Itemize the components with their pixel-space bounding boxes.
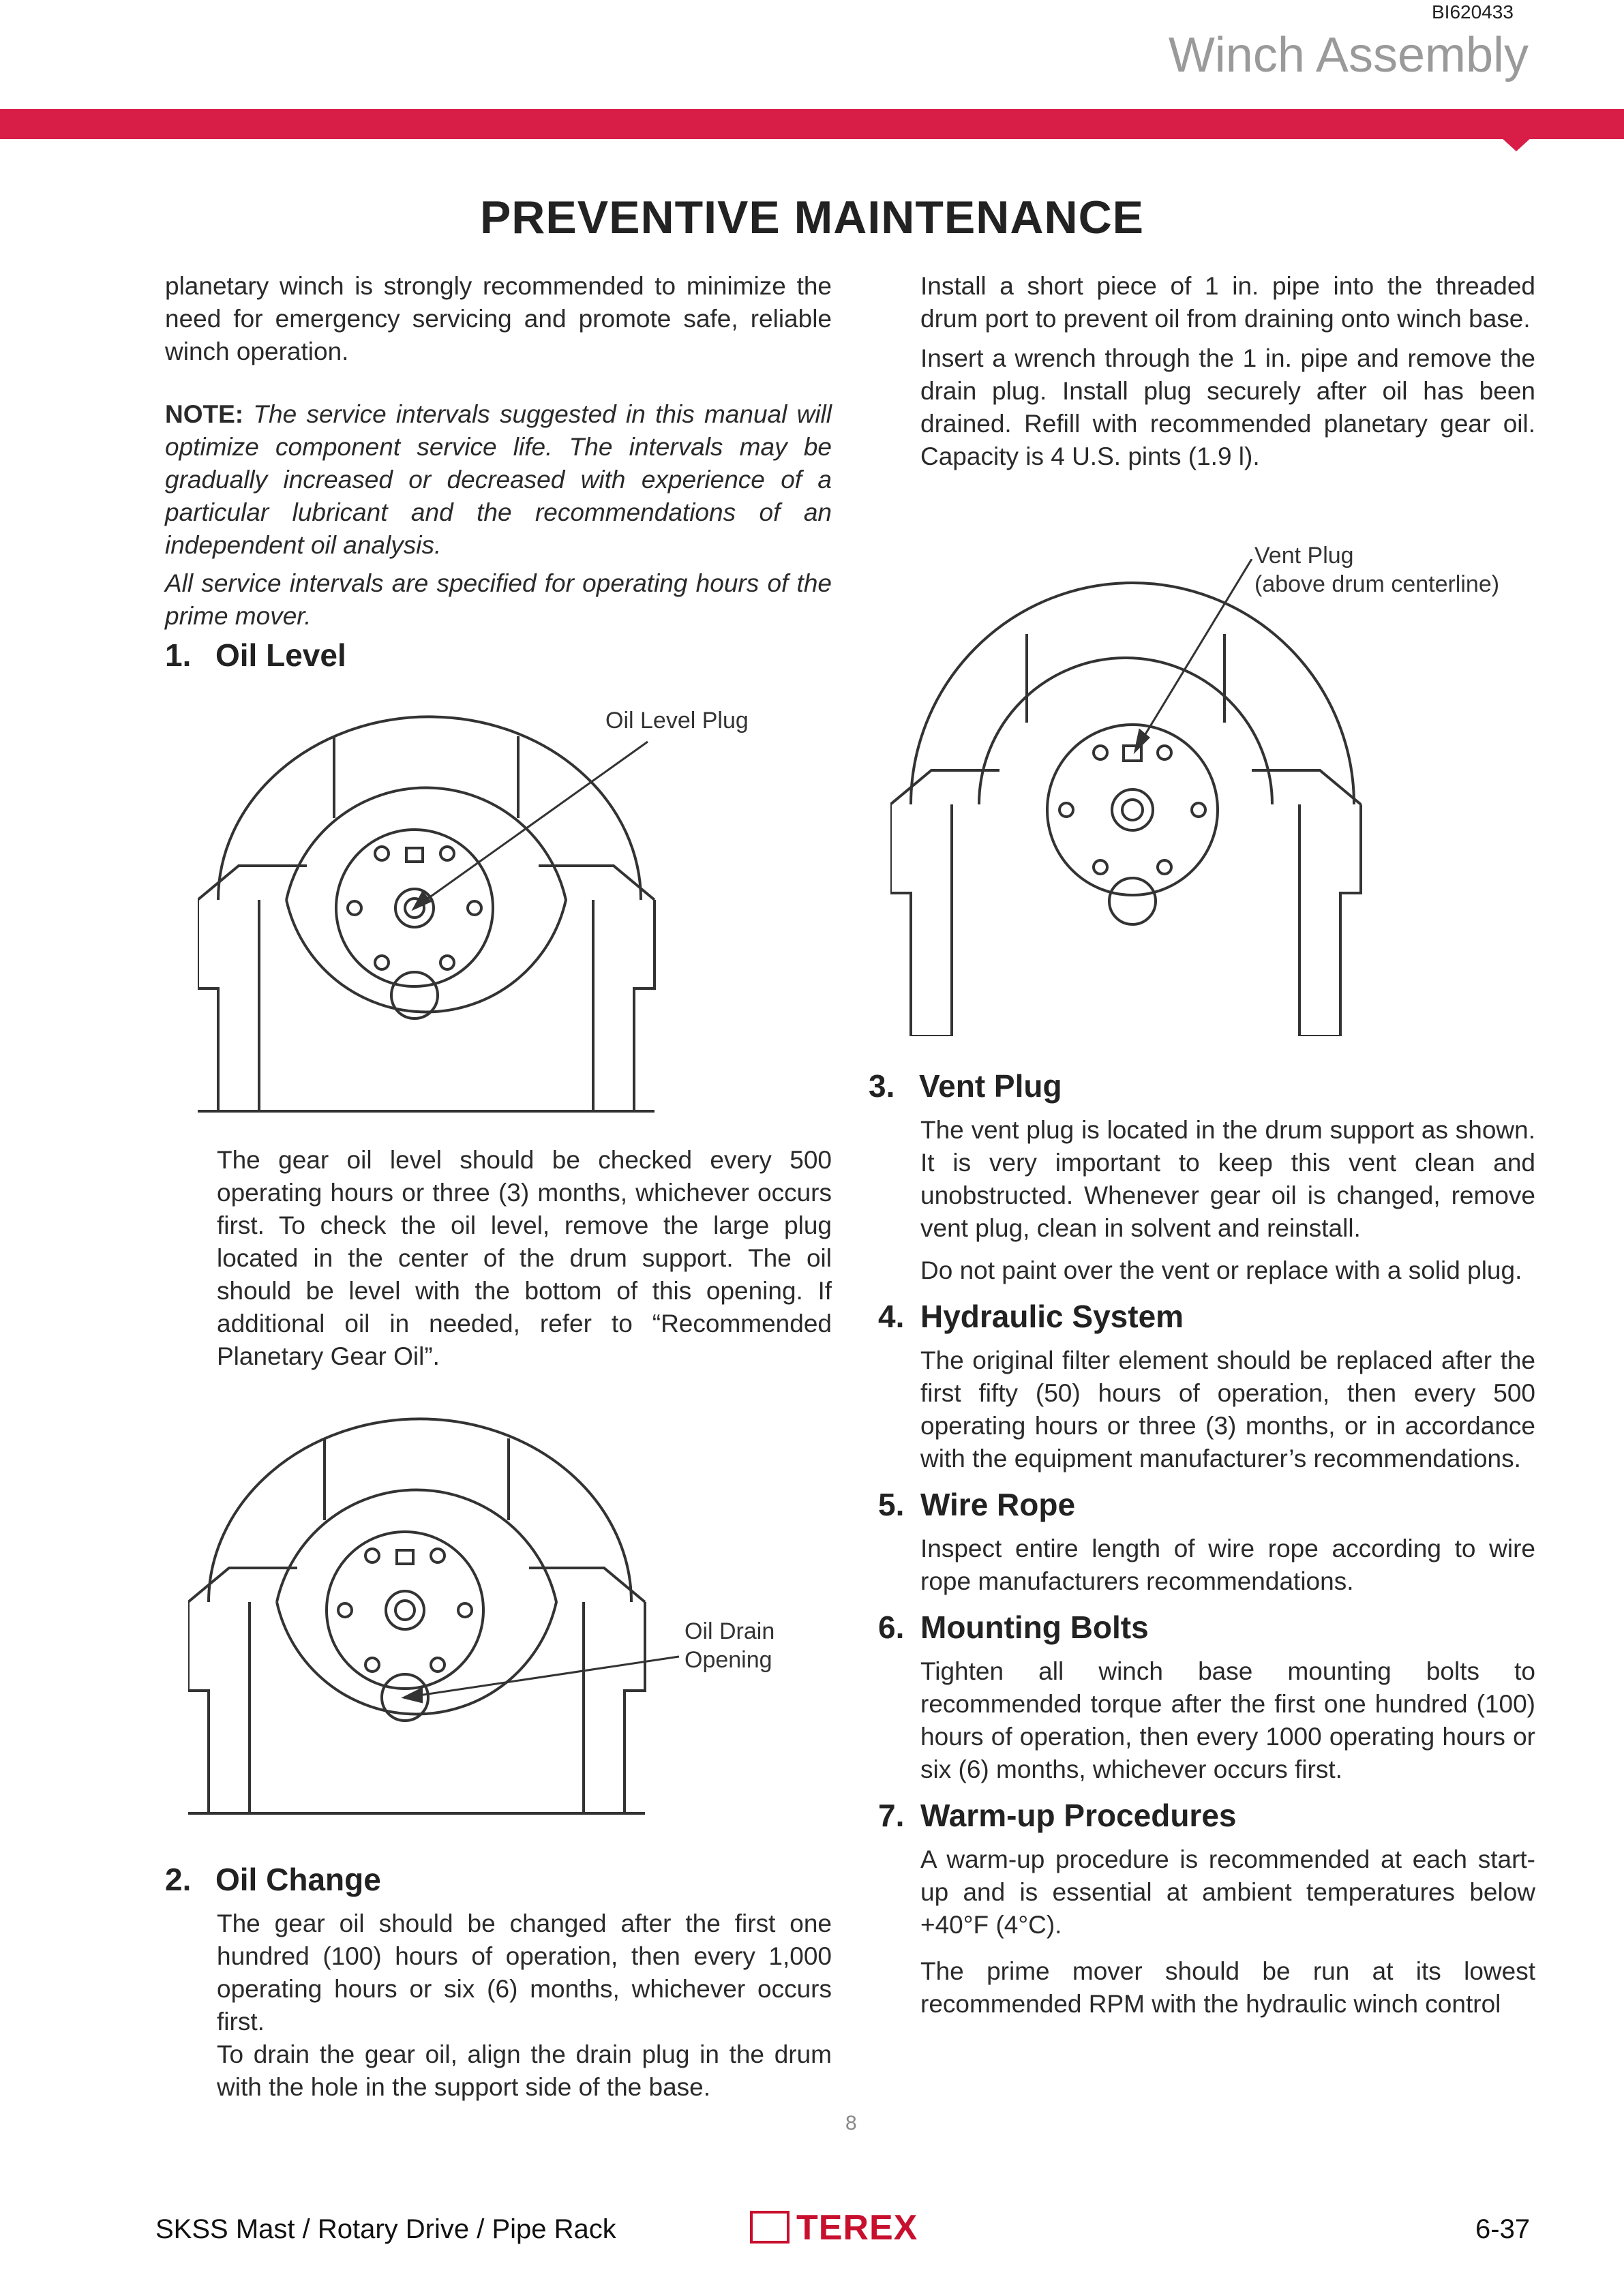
page-mark: 8	[845, 2112, 857, 2134]
section-title: Mounting Bolts	[920, 1610, 1149, 1645]
section-number: 3.	[869, 1068, 895, 1104]
winch-figure-vent-plug	[890, 559, 1381, 1036]
note-text: The service intervals suggested in this manual will optimize component service life. The intervals may be gradually increased or decreased with experience of a particular lubricant and the recommendations of an independent oil analysis.	[165, 400, 832, 559]
note-paragraph-2: All service intervals are specified for operating hours of the prime mover.	[165, 569, 832, 630]
hydraulic-system-paragraph: The original filter element should be replaced after the first fifty (50) hours of operation, then every 500 operating hours or three (3) months, or in accordance with the equipment manufacturer’s recommendations.	[920, 1346, 1535, 1472]
section-number: 7.	[878, 1798, 905, 1833]
oil-change-body	[165, 1907, 832, 2104]
fig2-label	[685, 1617, 775, 1674]
section-heading-hydraulic-system	[869, 1298, 1535, 1335]
note-label: NOTE:	[165, 400, 244, 428]
drain-paragraph-1: Install a short piece of 1 in. pipe into the threaded drum port to prevent oil from draining onto winch base.	[920, 272, 1535, 333]
section-title: Oil Level	[215, 637, 346, 673]
warm-up-paragraph-1: A warm-up procedure is recommended at each start-up and is essential at ambient temperatures below +40°F (4°C).	[920, 1845, 1535, 1939]
section-number: 1.	[165, 637, 192, 673]
section-heading-oil-level	[165, 637, 832, 674]
oil-change-paragraph-2: To drain the gear oil, align the drain plug in the drum with the hole in the support side of the base.	[217, 2040, 832, 2101]
section-title: Wire Rope	[920, 1487, 1076, 1522]
header-bar	[0, 109, 1624, 139]
section-number: 2.	[165, 1862, 192, 1897]
winch-figure-oil-level	[198, 695, 689, 1118]
section-number: 4.	[878, 1299, 905, 1334]
fig3-label-line1: Vent Plug	[1254, 543, 1354, 569]
note-paragraph	[165, 398, 832, 562]
right-column-sections	[869, 1068, 1535, 2021]
wire-rope-body	[869, 1532, 1535, 1598]
section-heading-vent-plug	[869, 1068, 1535, 1104]
oil-level-paragraph: The gear oil level should be checked every 500 operating hours or three (3) months, whichever occurs first. To check the oil level, remove the large plug located in the center of the drum support. The oil should be level with the bottom of this opening. If additional oil in needed, refer to “Recommended Planetary Gear Oil”.	[217, 1146, 832, 1370]
vent-plug-paragraph-1: The vent plug is located in the drum support as shown. It is very important to keep this vent clean and unobstructed. Whenever gear oil is changed, remove vent plug, clean in solvent and reinstall.	[920, 1116, 1535, 1242]
terex-logo-icon	[750, 2211, 790, 2244]
section-heading-warm-up	[869, 1797, 1535, 1834]
footer-document-title: SKSS Mast / Rotary Drive / Pipe Rack	[155, 2214, 616, 2244]
left-column-top	[165, 270, 832, 674]
section-heading-oil-change	[165, 1861, 832, 1898]
footer-page-number: 6-37	[1475, 2214, 1531, 2244]
winch-figure-oil-drain	[188, 1398, 706, 1820]
terex-logo-text: TEREX	[796, 2208, 918, 2248]
left-column-bottom	[165, 1861, 832, 2104]
section-title: Warm-up Procedures	[920, 1798, 1237, 1833]
section-number: 5.	[878, 1487, 905, 1522]
hydraulic-system-body	[869, 1344, 1535, 1475]
right-column-top	[920, 270, 1535, 473]
header-title: Winch Assembly	[1168, 28, 1529, 82]
warm-up-paragraph-2: The prime mover should be run at its lowest recommended RPM with the hydraulic winch control	[920, 1957, 1535, 2018]
section-title: Hydraulic System	[920, 1299, 1184, 1334]
fig2-label-line2: Opening	[685, 1647, 772, 1673]
intro-paragraph: planetary winch is strongly recommended to minimize the need for emergency servicing and promote safe, reliable winch operation.	[165, 272, 832, 365]
fig3-label-line2: (above drum centerline)	[1254, 571, 1500, 597]
section-title: Vent Plug	[919, 1068, 1062, 1104]
document-id: BI620433	[1432, 1, 1514, 22]
mounting-bolts-body	[869, 1655, 1535, 1786]
section-heading-mounting-bolts	[869, 1609, 1535, 1646]
warm-up-body	[869, 1843, 1535, 2021]
terex-logo	[750, 2207, 918, 2248]
drain-paragraph-2: Insert a wrench through the 1 in. pipe and remove the drain plug. Install plug securely after oil has been drained. Refill with recommended planetary gear oil. Capacity is 4 U.S. pints (1.9 l).	[920, 344, 1535, 470]
page-title: PREVENTIVE MAINTENANCE	[479, 192, 1145, 243]
mounting-bolts-paragraph: Tighten all winch base mounting bolts to recommended torque after the first one hundred (100) hours of operation, then every 1000 operating hours or six (6) months, whichever occurs first.	[920, 1657, 1535, 1783]
section-heading-wire-rope	[869, 1486, 1535, 1523]
oil-change-paragraph-1: The gear oil should be changed after the first one hundred (100) hours of operation, then every 1,000 operating hours or six (6) months, whichever occurs first.	[217, 1909, 832, 2036]
vent-plug-body	[869, 1114, 1535, 1287]
oil-level-body	[217, 1144, 832, 1373]
section-number: 6.	[878, 1610, 905, 1645]
vent-plug-paragraph-2: Do not paint over the vent or replace with a solid plug.	[920, 1256, 1522, 1284]
section-title: Oil Change	[215, 1862, 381, 1897]
fig2-label-line1: Oil Drain	[685, 1618, 775, 1644]
header-bar-notch	[1500, 136, 1533, 151]
wire-rope-paragraph: Inspect entire length of wire rope according to wire rope manufacturers recommendations.	[920, 1535, 1535, 1595]
fig1-label: Oil Level Plug	[605, 708, 749, 734]
